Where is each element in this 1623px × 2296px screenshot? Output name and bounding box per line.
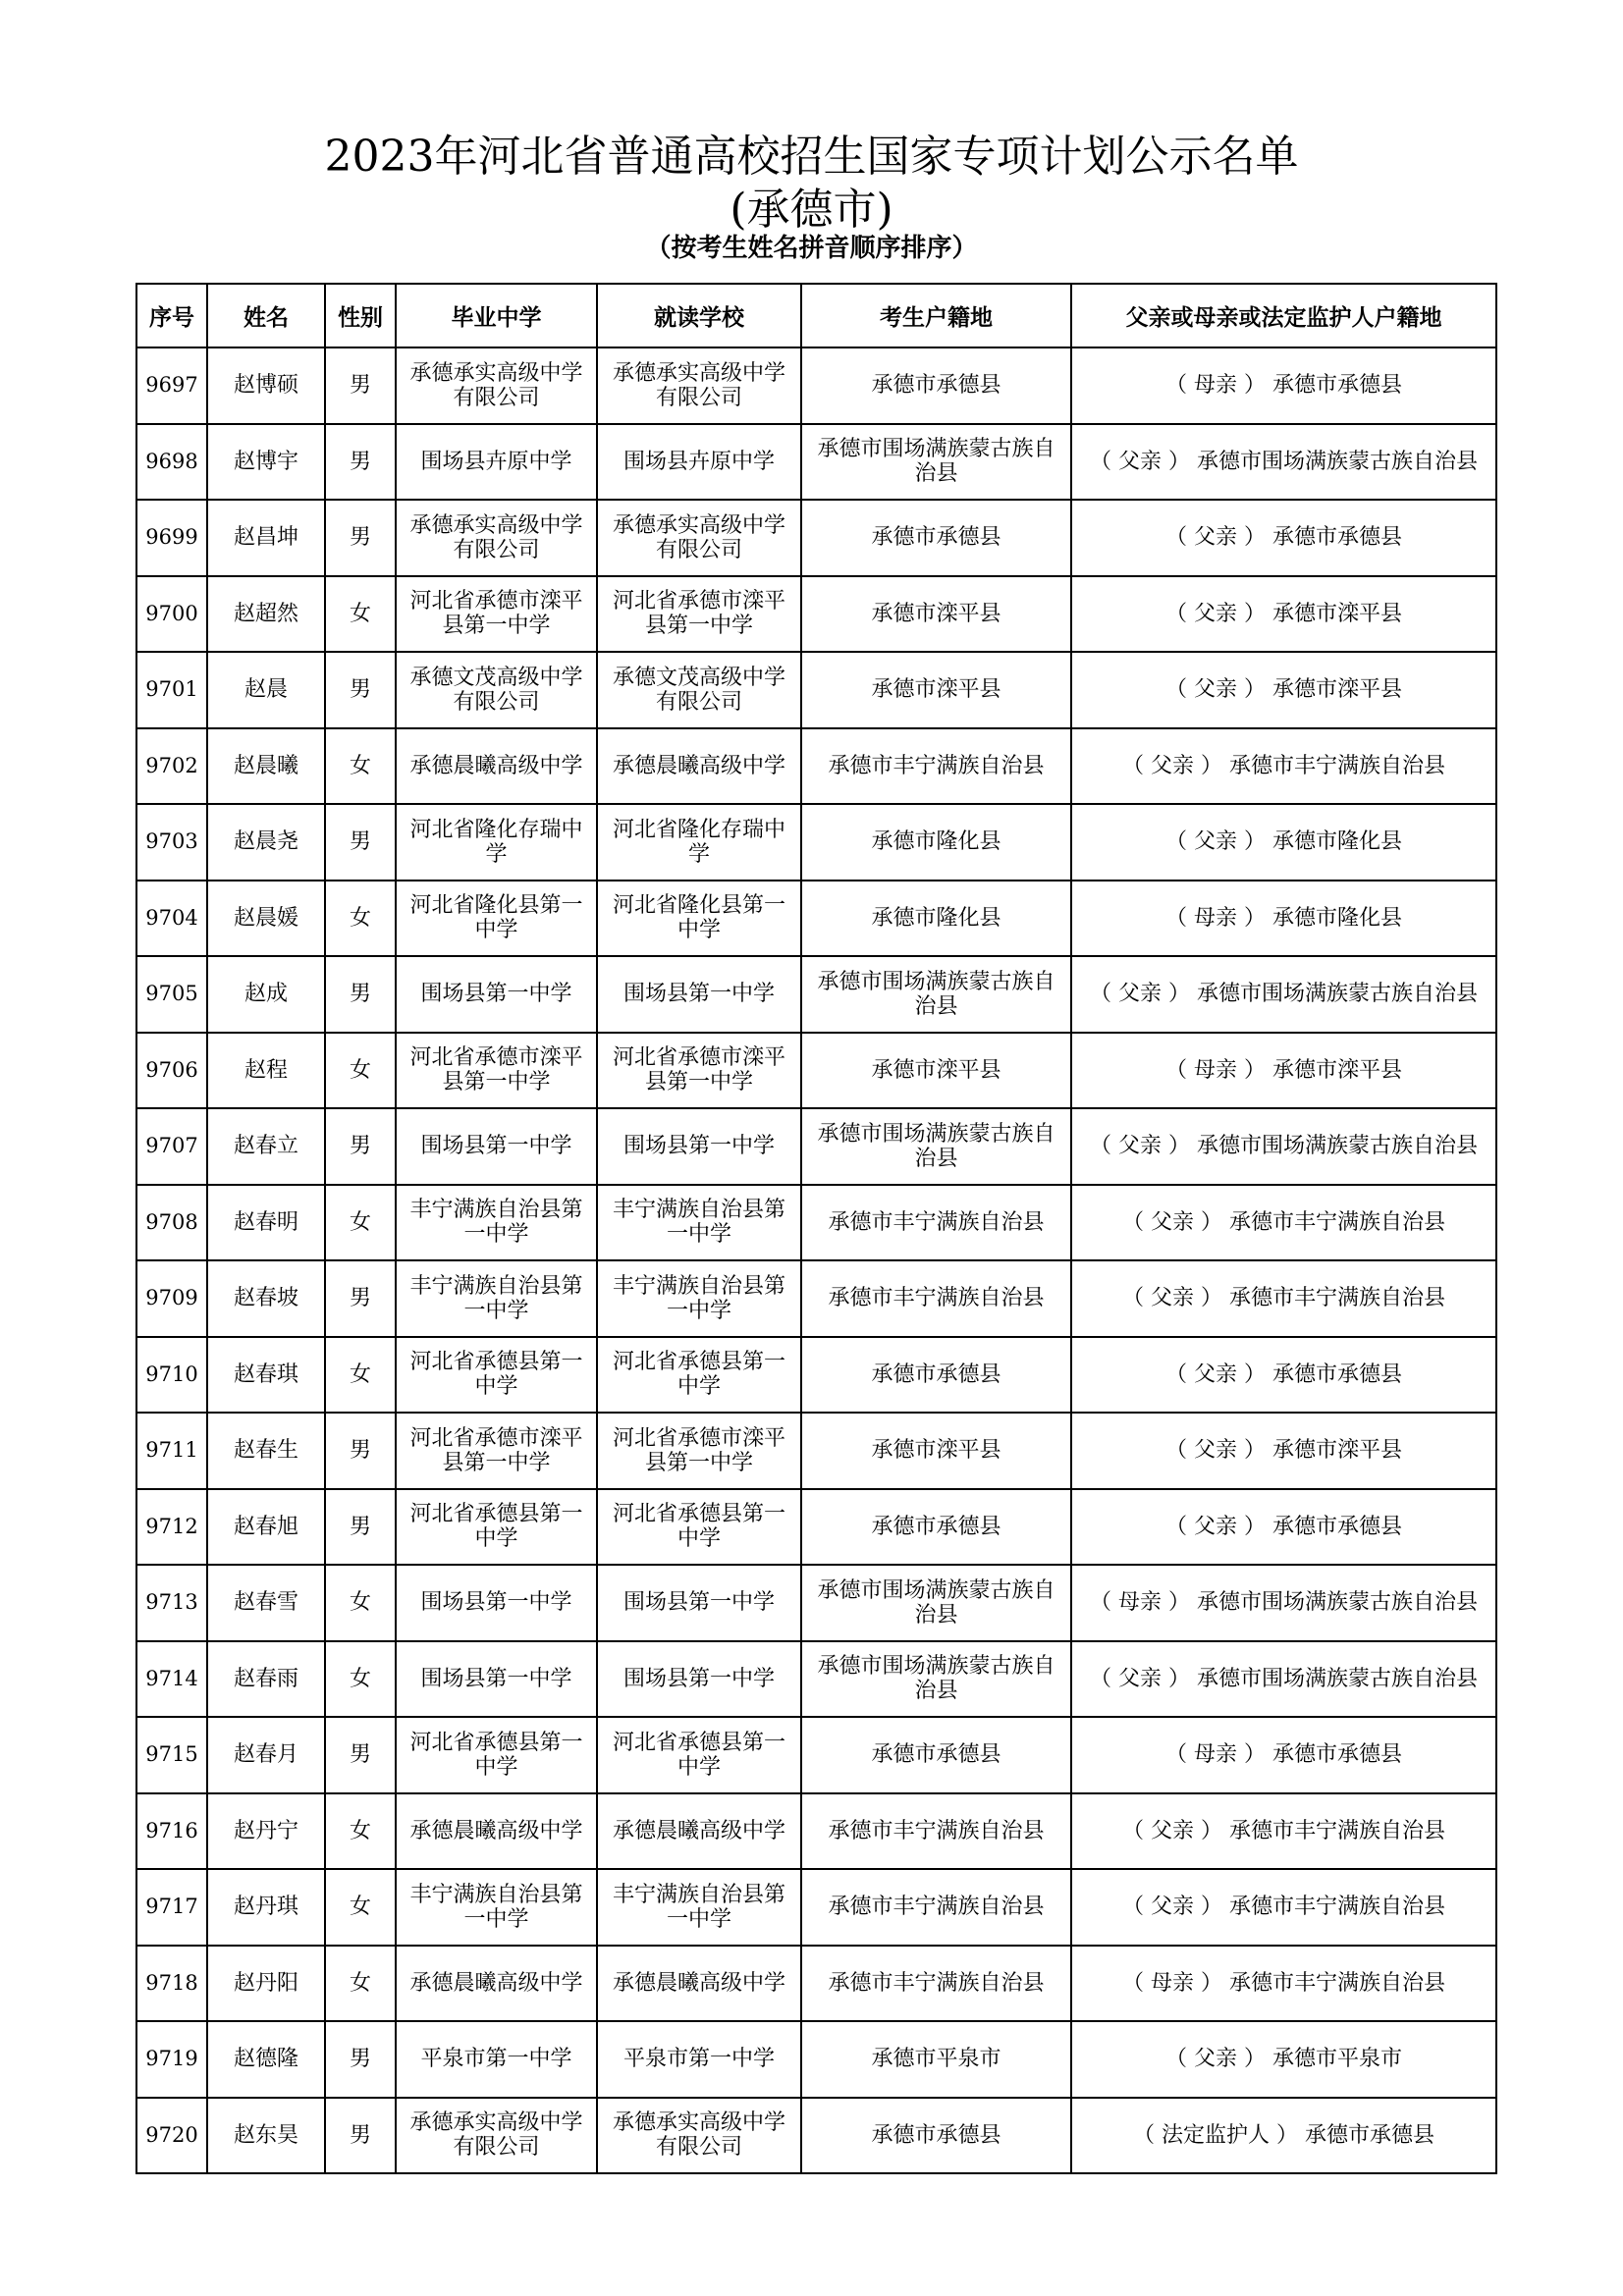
table-row (136, 881, 1496, 957)
cell-current-school: 河北省承德市滦平县第一中学 (597, 1413, 801, 1489)
table-body (136, 347, 1496, 2173)
cell-no: 9697 (136, 347, 207, 424)
cell-current-school: 围场县第一中学 (597, 1565, 801, 1641)
cell-guardian-hukou: （ 父亲 ） 承德市承德县 (1071, 500, 1496, 576)
table-row (136, 1869, 1496, 1946)
cell-current-school: 丰宁满族自治县第一中学 (597, 1260, 801, 1337)
cell-grad-school: 河北省承德县第一中学 (396, 1337, 597, 1414)
cell-no: 9711 (136, 1413, 207, 1489)
cell-guardian-hukou: （ 父亲 ） 承德市滦平县 (1071, 1413, 1496, 1489)
cell-current-school: 承德承实高级中学有限公司 (597, 2098, 801, 2174)
cell-hukou: 承德市丰宁满族自治县 (801, 1793, 1071, 1870)
table-row (136, 1641, 1496, 1718)
cell-name: 赵博宇 (207, 424, 325, 501)
cell-name: 赵春生 (207, 1413, 325, 1489)
cell-current-school: 河北省隆化县第一中学 (597, 881, 801, 957)
cell-current-school: 承德晨曦高级中学 (597, 728, 801, 805)
cell-grad-school: 河北省承德市滦平县第一中学 (396, 1033, 597, 1109)
table-header-row (136, 284, 1496, 347)
cell-gender: 男 (325, 652, 396, 728)
cell-grad-school: 围场县第一中学 (396, 956, 597, 1033)
cell-name: 赵成 (207, 956, 325, 1033)
cell-grad-school: 承德承实高级中学有限公司 (396, 500, 597, 576)
column-header-no: 序号 (136, 284, 207, 347)
table-row (136, 1717, 1496, 1793)
cell-no: 9700 (136, 576, 207, 653)
cell-no: 9706 (136, 1033, 207, 1109)
cell-no: 9720 (136, 2098, 207, 2174)
cell-grad-school: 河北省隆化县第一中学 (396, 881, 597, 957)
cell-current-school: 围场县卉原中学 (597, 424, 801, 501)
cell-current-school: 围场县第一中学 (597, 1108, 801, 1185)
cell-no: 9717 (136, 1869, 207, 1946)
cell-hukou: 承德市围场满族蒙古族自治县 (801, 424, 1071, 501)
table-row (136, 2098, 1496, 2174)
cell-current-school: 平泉市第一中学 (597, 2021, 801, 2098)
cell-no: 9716 (136, 1793, 207, 1870)
cell-no: 9713 (136, 1565, 207, 1641)
cell-no: 9704 (136, 881, 207, 957)
sort-note: （按考生姓名拼音顺序排序） (645, 234, 978, 263)
cell-no: 9712 (136, 1489, 207, 1566)
column-header-name: 姓名 (207, 284, 325, 347)
cell-guardian-hukou: （ 母亲 ） 承德市丰宁满族自治县 (1071, 1946, 1496, 2022)
cell-current-school: 承德晨曦高级中学 (597, 1793, 801, 1870)
page-subtitle: (承德市) (730, 185, 893, 235)
cell-hukou: 承德市丰宁满族自治县 (801, 1869, 1071, 1946)
table-row (136, 1413, 1496, 1489)
cell-hukou: 承德市滦平县 (801, 1033, 1071, 1109)
cell-current-school: 河北省承德县第一中学 (597, 1337, 801, 1414)
cell-grad-school: 承德文茂高级中学有限公司 (396, 652, 597, 728)
table-row (136, 347, 1496, 424)
cell-name: 赵春雪 (207, 1565, 325, 1641)
cell-name: 赵春明 (207, 1185, 325, 1261)
cell-name: 赵晨曦 (207, 728, 325, 805)
table-row (136, 1260, 1496, 1337)
cell-grad-school: 围场县第一中学 (396, 1565, 597, 1641)
cell-grad-school: 河北省承德县第一中学 (396, 1717, 597, 1793)
cell-no: 9709 (136, 1260, 207, 1337)
table-row (136, 1108, 1496, 1185)
cell-no: 9719 (136, 2021, 207, 2098)
cell-name: 赵丹宁 (207, 1793, 325, 1870)
cell-hukou: 承德市围场满族蒙古族自治县 (801, 1641, 1071, 1718)
table-row (136, 652, 1496, 728)
cell-current-school: 承德晨曦高级中学 (597, 1946, 801, 2022)
cell-current-school: 河北省隆化存瑞中学 (597, 804, 801, 881)
cell-name: 赵晨 (207, 652, 325, 728)
cell-guardian-hukou: （ 父亲 ） 承德市滦平县 (1071, 576, 1496, 653)
cell-grad-school: 平泉市第一中学 (396, 2021, 597, 2098)
cell-hukou: 承德市承德县 (801, 347, 1071, 424)
cell-gender: 女 (325, 576, 396, 653)
cell-gender: 男 (325, 1489, 396, 1566)
cell-name: 赵丹阳 (207, 1946, 325, 2022)
column-header-grad-school: 毕业中学 (396, 284, 597, 347)
cell-gender: 男 (325, 500, 396, 576)
cell-hukou: 承德市围场满族蒙古族自治县 (801, 1108, 1071, 1185)
cell-guardian-hukou: （ 父亲 ） 承德市围场满族蒙古族自治县 (1071, 956, 1496, 1033)
cell-guardian-hukou: （ 父亲 ） 承德市丰宁满族自治县 (1071, 1260, 1496, 1337)
cell-current-school: 承德承实高级中学有限公司 (597, 500, 801, 576)
cell-name: 赵晨尧 (207, 804, 325, 881)
cell-no: 9705 (136, 956, 207, 1033)
cell-no: 9703 (136, 804, 207, 881)
cell-hukou: 承德市丰宁满族自治县 (801, 1185, 1071, 1261)
table-row (136, 1565, 1496, 1641)
cell-hukou: 承德市承德县 (801, 1337, 1071, 1414)
cell-current-school: 承德承实高级中学有限公司 (597, 347, 801, 424)
cell-hukou: 承德市隆化县 (801, 881, 1071, 957)
table-row (136, 1185, 1496, 1261)
cell-current-school: 河北省承德县第一中学 (597, 1717, 801, 1793)
cell-hukou: 承德市丰宁满族自治县 (801, 1260, 1071, 1337)
cell-no: 9701 (136, 652, 207, 728)
page-title: 2023年河北省普通高校招生国家专项计划公示名单 (324, 132, 1299, 182)
table-row (136, 956, 1496, 1033)
cell-guardian-hukou: （ 法定监护人 ） 承德市承德县 (1071, 2098, 1496, 2174)
cell-current-school: 丰宁满族自治县第一中学 (597, 1869, 801, 1946)
cell-guardian-hukou: （ 母亲 ） 承德市承德县 (1071, 1717, 1496, 1793)
cell-no: 9702 (136, 728, 207, 805)
cell-gender: 女 (325, 1793, 396, 1870)
table-row (136, 1793, 1496, 1870)
table-row (136, 2021, 1496, 2098)
cell-guardian-hukou: （ 父亲 ） 承德市平泉市 (1071, 2021, 1496, 2098)
cell-gender: 男 (325, 2098, 396, 2174)
cell-name: 赵程 (207, 1033, 325, 1109)
cell-name: 赵东昊 (207, 2098, 325, 2174)
cell-grad-school: 围场县第一中学 (396, 1108, 597, 1185)
cell-hukou: 承德市平泉市 (801, 2021, 1071, 2098)
cell-hukou: 承德市承德县 (801, 1489, 1071, 1566)
cell-grad-school: 丰宁满族自治县第一中学 (396, 1260, 597, 1337)
cell-current-school: 河北省承德市滦平县第一中学 (597, 1033, 801, 1109)
cell-gender: 女 (325, 1565, 396, 1641)
cell-guardian-hukou: （ 父亲 ） 承德市围场满族蒙古族自治县 (1071, 1108, 1496, 1185)
cell-no: 9715 (136, 1717, 207, 1793)
table-row (136, 424, 1496, 501)
cell-grad-school: 承德晨曦高级中学 (396, 728, 597, 805)
cell-name: 赵春雨 (207, 1641, 325, 1718)
cell-gender: 女 (325, 1641, 396, 1718)
cell-name: 赵春坡 (207, 1260, 325, 1337)
cell-gender: 男 (325, 424, 396, 501)
table-row (136, 1033, 1496, 1109)
cell-hukou: 承德市围场满族蒙古族自治县 (801, 1565, 1071, 1641)
table-row (136, 1489, 1496, 1566)
cell-grad-school: 承德承实高级中学有限公司 (396, 2098, 597, 2174)
cell-hukou: 承德市承德县 (801, 2098, 1071, 2174)
cell-current-school: 围场县第一中学 (597, 956, 801, 1033)
cell-name: 赵昌坤 (207, 500, 325, 576)
cell-guardian-hukou: （ 母亲 ） 承德市滦平县 (1071, 1033, 1496, 1109)
cell-grad-school: 丰宁满族自治县第一中学 (396, 1869, 597, 1946)
cell-grad-school: 河北省承德县第一中学 (396, 1489, 597, 1566)
cell-current-school: 围场县第一中学 (597, 1641, 801, 1718)
cell-gender: 女 (325, 1869, 396, 1946)
cell-hukou: 承德市滦平县 (801, 652, 1071, 728)
cell-hukou: 承德市滦平县 (801, 576, 1071, 653)
cell-name: 赵德隆 (207, 2021, 325, 2098)
cell-grad-school: 围场县卉原中学 (396, 424, 597, 501)
cell-no: 9707 (136, 1108, 207, 1185)
table-row (136, 576, 1496, 653)
cell-gender: 男 (325, 1413, 396, 1489)
cell-name: 赵春琪 (207, 1337, 325, 1414)
cell-gender: 男 (325, 956, 396, 1033)
cell-gender: 女 (325, 1033, 396, 1109)
table-row (136, 804, 1496, 881)
cell-guardian-hukou: （ 父亲 ） 承德市丰宁满族自治县 (1071, 1869, 1496, 1946)
table-row (136, 1337, 1496, 1414)
cell-guardian-hukou: （ 父亲 ） 承德市隆化县 (1071, 804, 1496, 881)
cell-hukou: 承德市围场满族蒙古族自治县 (801, 956, 1071, 1033)
cell-no: 9698 (136, 424, 207, 501)
cell-gender: 男 (325, 804, 396, 881)
cell-name: 赵春旭 (207, 1489, 325, 1566)
cell-gender: 男 (325, 1717, 396, 1793)
cell-hukou: 承德市隆化县 (801, 804, 1071, 881)
cell-current-school: 丰宁满族自治县第一中学 (597, 1185, 801, 1261)
cell-name: 赵春立 (207, 1108, 325, 1185)
cell-gender: 女 (325, 1337, 396, 1414)
cell-current-school: 承德文茂高级中学有限公司 (597, 652, 801, 728)
cell-grad-school: 河北省承德市滦平县第一中学 (396, 1413, 597, 1489)
cell-guardian-hukou: （ 父亲 ） 承德市承德县 (1071, 1337, 1496, 1414)
cell-current-school: 河北省承德县第一中学 (597, 1489, 801, 1566)
cell-gender: 男 (325, 1108, 396, 1185)
cell-guardian-hukou: （ 父亲 ） 承德市围场满族蒙古族自治县 (1071, 1641, 1496, 1718)
cell-guardian-hukou: （ 母亲 ） 承德市围场满族蒙古族自治县 (1071, 1565, 1496, 1641)
cell-hukou: 承德市承德县 (801, 1717, 1071, 1793)
cell-guardian-hukou: （ 父亲 ） 承德市丰宁满族自治县 (1071, 1185, 1496, 1261)
cell-hukou: 承德市滦平县 (801, 1413, 1071, 1489)
cell-gender: 女 (325, 1185, 396, 1261)
cell-name: 赵晨媛 (207, 881, 325, 957)
column-header-hukou: 考生户籍地 (801, 284, 1071, 347)
cell-grad-school: 承德晨曦高级中学 (396, 1946, 597, 2022)
cell-grad-school: 承德晨曦高级中学 (396, 1793, 597, 1870)
roster-table (135, 283, 1497, 2174)
cell-guardian-hukou: （ 母亲 ） 承德市隆化县 (1071, 881, 1496, 957)
cell-hukou: 承德市丰宁满族自治县 (801, 728, 1071, 805)
cell-gender: 女 (325, 728, 396, 805)
cell-guardian-hukou: （ 父亲 ） 承德市丰宁满族自治县 (1071, 728, 1496, 805)
cell-name: 赵超然 (207, 576, 325, 653)
cell-no: 9714 (136, 1641, 207, 1718)
cell-grad-school: 丰宁满族自治县第一中学 (396, 1185, 597, 1261)
cell-no: 9708 (136, 1185, 207, 1261)
cell-name: 赵博硕 (207, 347, 325, 424)
cell-guardian-hukou: （ 父亲 ） 承德市围场满族蒙古族自治县 (1071, 424, 1496, 501)
cell-gender: 女 (325, 1946, 396, 2022)
cell-grad-school: 河北省承德市滦平县第一中学 (396, 576, 597, 653)
cell-grad-school: 围场县第一中学 (396, 1641, 597, 1718)
cell-name: 赵丹琪 (207, 1869, 325, 1946)
cell-hukou: 承德市承德县 (801, 500, 1071, 576)
cell-current-school: 河北省承德市滦平县第一中学 (597, 576, 801, 653)
column-header-current-school: 就读学校 (597, 284, 801, 347)
cell-name: 赵春月 (207, 1717, 325, 1793)
cell-hukou: 承德市丰宁满族自治县 (801, 1946, 1071, 2022)
table-row (136, 500, 1496, 576)
cell-no: 9699 (136, 500, 207, 576)
cell-gender: 男 (325, 1260, 396, 1337)
cell-grad-school: 承德承实高级中学有限公司 (396, 347, 597, 424)
cell-gender: 男 (325, 347, 396, 424)
column-header-gender: 性别 (325, 284, 396, 347)
cell-grad-school: 河北省隆化存瑞中学 (396, 804, 597, 881)
cell-gender: 女 (325, 881, 396, 957)
cell-guardian-hukou: （ 父亲 ） 承德市承德县 (1071, 1489, 1496, 1566)
cell-guardian-hukou: （ 母亲 ） 承德市承德县 (1071, 347, 1496, 424)
cell-gender: 男 (325, 2021, 396, 2098)
cell-guardian-hukou: （ 父亲 ） 承德市丰宁满族自治县 (1071, 1793, 1496, 1870)
table-row (136, 1946, 1496, 2022)
cell-no: 9710 (136, 1337, 207, 1414)
cell-no: 9718 (136, 1946, 207, 2022)
cell-guardian-hukou: （ 父亲 ） 承德市滦平县 (1071, 652, 1496, 728)
column-header-guardian-hukou: 父亲或母亲或法定监护人户籍地 (1071, 284, 1496, 347)
table-row (136, 728, 1496, 805)
